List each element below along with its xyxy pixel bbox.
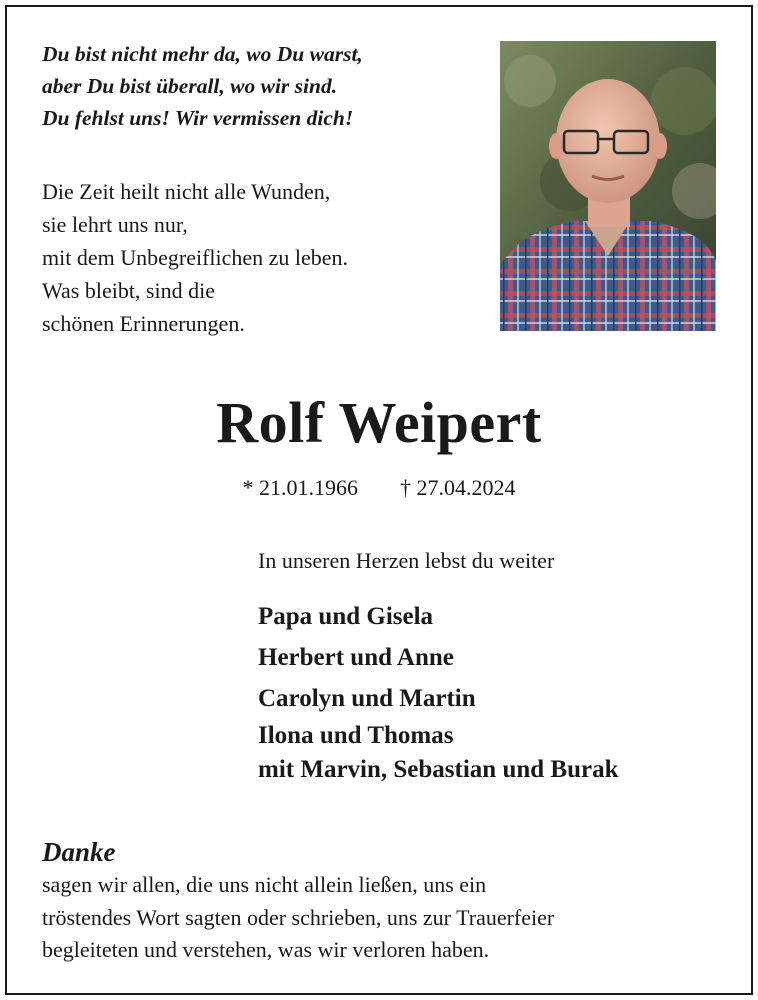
verse-line: mit dem Unbegreiflichen zu leben. bbox=[42, 245, 349, 270]
thanks-line: sagen wir allen, die uns nicht allein ließen, uns ein bbox=[42, 872, 487, 897]
verse-line: schönen Erinnerungen. bbox=[42, 311, 245, 336]
thanks-text bbox=[42, 869, 742, 967]
deceased-name: Rolf Weipert bbox=[216, 390, 542, 455]
thanks-line: tröstendes Wort sagten oder schrieben, uns zur Trauerfeier bbox=[42, 904, 555, 930]
verse-line: Die Zeit heilt nicht alle Wunden, bbox=[42, 179, 331, 204]
memorial-quote bbox=[42, 38, 482, 134]
portrait-illustration bbox=[500, 41, 716, 331]
quote-line: aber Du bist überall, wo wir sind. bbox=[42, 74, 338, 98]
memorial-verse bbox=[42, 175, 482, 340]
mourner-name: Herbert und Anne bbox=[258, 644, 454, 671]
mourner-name: Carolyn und Martin bbox=[258, 685, 476, 712]
life-dates bbox=[7, 473, 751, 503]
death-date: † 27.04.2024 bbox=[400, 475, 516, 500]
obituary-notice bbox=[5, 5, 753, 995]
quote-line: Du bist nicht mehr da, wo Du warst, bbox=[42, 42, 363, 66]
mourners-list bbox=[258, 596, 619, 787]
mourners-intro: In unseren Herzen lebst du weiter bbox=[258, 548, 555, 573]
quote-line: Du fehlst uns! Wir vermissen dich! bbox=[42, 106, 354, 130]
birth-date: * 21.01.1966 bbox=[242, 475, 358, 500]
mourner-name: Papa und Gisela bbox=[258, 603, 434, 630]
verse-line: Was bleibt, sind die bbox=[42, 278, 215, 303]
verse-line: sie lehrt uns nur, bbox=[42, 212, 188, 237]
thanks-line: begleiteten und verstehen, was wir verloren haben. bbox=[42, 937, 490, 962]
thanks-heading: Danke bbox=[42, 837, 116, 867]
mourner-name: Ilona und Thomas bbox=[258, 722, 454, 749]
mourner-name: mit Marvin, Sebastian und Burak bbox=[258, 756, 619, 783]
portrait-photo bbox=[500, 41, 716, 331]
